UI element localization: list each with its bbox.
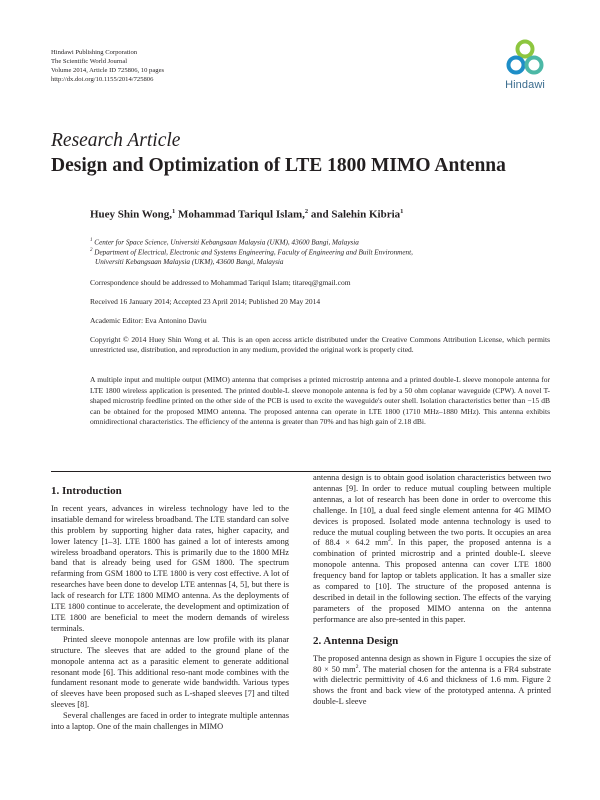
volume-info: Volume 2014, Article ID 725806, 10 pages xyxy=(51,67,165,74)
abstract: A multiple input and multiple output (MIMO) antenna that comprises a printed microstrip antenna and a printed double-L sleeve monopole antenna for LTE 1800 wireless application is presented. The printed double-L sleeve monopole antenna is fed by a 50 ohm coplanar waveguide (CPW). A novel T-shaped microstrip feedline printed on the other side of the PCB is used to excite the waveguide's outer shell. Isolation characteristics better than −15 dB can be obtained for the proposed MIMO antenna. The proposed antenna can operate in LTE 1800 (1710 MHz–1880 MHz). This antenna exhibits omnidirectional characteristics. The efficiency of the antenna is greater than 70% and has high gain of 2.18 dBi. xyxy=(90,375,550,426)
section-divider xyxy=(51,471,551,472)
copyright-notice: Copyright © 2014 Huey Shin Wong et al. This is an open access article distributed under the Creative Commons Attribution License, which permits unrestricted use, distribution, and reproduction in any medium, provided the original work is properly cited. xyxy=(90,335,550,354)
doi-link[interactable]: http://dx.doi.org/10.1155/2014/725806 xyxy=(51,76,154,83)
dates: Received 16 January 2014; Accepted 23 April 2014; Published 20 May 2014 xyxy=(90,297,321,306)
publication-info xyxy=(51,48,311,84)
author-affiliation-mark: 2 xyxy=(304,208,309,215)
hindawi-logo-icon xyxy=(505,38,545,78)
author-name: Huey Shin Wong, xyxy=(90,208,173,221)
author-list xyxy=(90,208,403,221)
paragraph: In recent years, advances in wireless technology have led to the insatiable demand for wireless broadband. The LTE standard can solve this problem by supporting higher data rates, higher capacity, and lower latency [1–3]. LTE 1800 has gained a lot of interests among wireless broadband operators. This is primarily due to the 1800 MHz band that is already being used for GSM 1800. The spectrum refarming from GSM 1800 to LTE 1800 is very cost effective. A lot of researches have been done to develop LTE antennas [4, 5], but there is lack of research for LTE 1800 MIMO antenna. As the deployments of LTE 1800 continue to accelerate, the development and optimization of LTE 1800 are beneficial to meet the modern demands of wireless terminals. xyxy=(51,503,289,633)
journal-name: The Scientific World Journal xyxy=(51,58,128,65)
publisher-name: Hindawi Publishing Corporation xyxy=(51,49,138,56)
section-heading-antenna-design: 2. Antenna Design xyxy=(313,634,399,647)
affiliation-text-continued: Universiti Kebangsaan Malaysia (UKM), 43600 Bangi, Malaysia xyxy=(95,258,284,267)
paragraph: antenna design is to obtain good isolation characteristics between two antennas [9]. In order to reduce mutual coupling between multiple antennas, a lot of research has been done in order to overcome this challenge. In [10], a dual feed single element antenna for 4G MIMO devices is proposed. Isolated mode antenna technology is used to reduce the mutual coupling between the two ports. It occupies an area of 88.4 × 64.2 $mm^2$. In this paper, the proposed antenna is a combination of printed microstrip and a printed double-L sleeve monopole antenna. This proposed antenna can cover LTE 1800 frequency band for laptop or tablets application. It has a smaller size as compared to [10]. The structure of the proposed antenna is described in detail in the following section. The effects of the varying parameters of the proposed MIMO antenna on the antenna performance are also pre-sented in this paper. xyxy=(313,473,551,624)
affiliation-text: Center for Space Science, Universiti Kebangsaan Malaysia (UKM), 43600 Bangi, Malaysia xyxy=(94,238,359,247)
correspondence: Correspondence should be addressed to Mohammad Tariqul Islam; titareq@gmail.com xyxy=(90,278,351,287)
article-type: Research Article xyxy=(51,130,181,151)
author-affiliation-mark: 1 xyxy=(172,208,176,215)
affiliation: $^2$ Department of Electrical, Electronic and Systems Engineering, Faculty of Engineering and Built Environment, Universiti Kebangsaan Malaysia (UKM), 43600 Bangi, Malaysia xyxy=(90,248,413,267)
author-affiliation-mark: 1 xyxy=(400,208,404,215)
hindawi-logo-text: Hindawi xyxy=(505,79,545,91)
author-name: Mohammad Tariqul Islam, xyxy=(178,208,305,221)
paragraph: Printed sleeve monopole antennas are low profile with its planar structure. The sleeves that are added to the ground plane of the monopole antenna act as a parasitic element to generate additional resonant mode [6]. This additional reso-nant mode combines with the fundament resonant mode to generate wide bandwidth. Various types of sleeves have been proposed such as L-shaped sleeves [7] and tilted sleeves [8]. xyxy=(51,634,289,710)
section-heading-introduction: 1. Introduction xyxy=(51,485,122,497)
academic-editor: Academic Editor: Eva Antonino Daviu xyxy=(90,316,207,325)
left-column xyxy=(51,486,289,733)
paragraph: The proposed antenna design as shown in Figure 1 occupies the size of 80 × 50 $mm^2$. The material chosen for the antenna is a FR4 substrate with dielectric permittivity of 4.6 and thickness of 1.6 mm. Figure 2 shows the front and back view of the prototyped antenna. A printed double-L sleeve xyxy=(313,653,551,707)
paragraph: Several challenges are faced in order to integrate multiple antennas into a laptop. One of the main challenges in MIMO xyxy=(51,711,289,732)
paper-title: Design and Optimization of LTE 1800 MIMO Antenna xyxy=(51,155,506,176)
author-name: and Salehin Kibria xyxy=(310,208,401,221)
hindawi-logo xyxy=(498,38,552,100)
affiliation-text: Department of Electrical, Electronic and Systems Engineering, Faculty of Engineering and Built Environment, xyxy=(94,248,413,257)
affiliation: $^1$ Center for Space Science, Universiti Kebangsaan Malaysia (UKM), 43600 Bangi, Malaysia xyxy=(90,238,359,247)
right-column xyxy=(313,473,551,708)
